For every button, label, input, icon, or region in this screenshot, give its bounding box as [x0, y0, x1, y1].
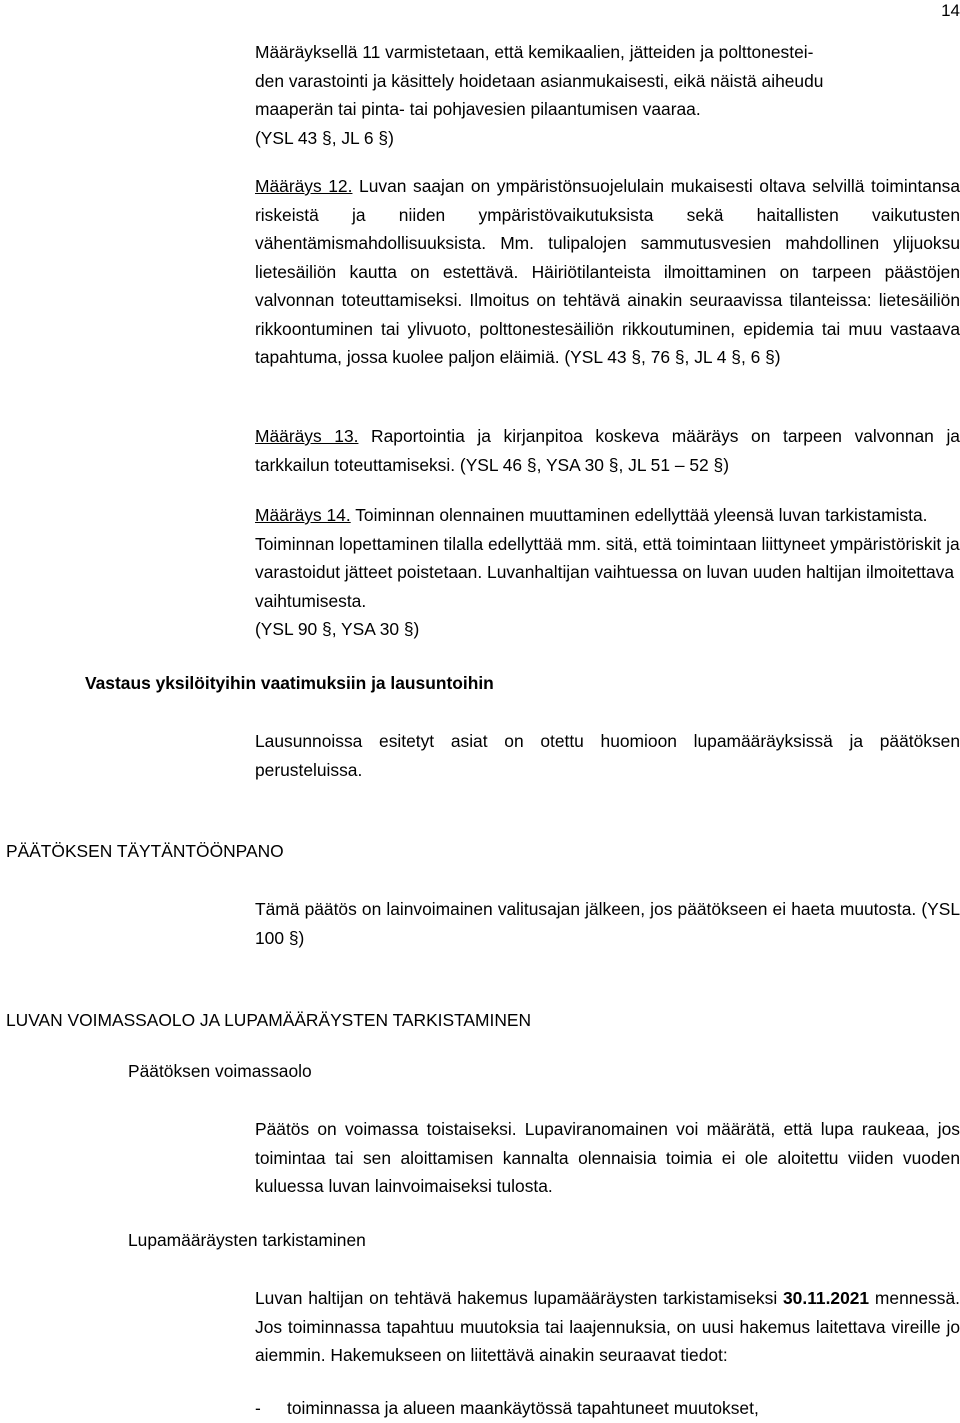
maarays-13-label: Määräys 13.: [255, 426, 359, 446]
heading-voimassaolo: LUVAN VOIMASSAOLO JA LUPAMÄÄRÄYSTEN TARKISTAMINEN: [6, 1010, 532, 1030]
paragraph-maarays-13: [255, 422, 960, 479]
maarays-14-ref: (YSL 90 §, YSA 30 §): [255, 619, 420, 639]
list-dash: -: [255, 1398, 261, 1418]
paragraph-paatoksen-voimassaolo: Päätös on voimassa toistaiseksi. Lupaviranomainen voi määrätä, että lupa raukeaa, jos toimintaa tai sen aloittamisen kannalta olennaisia toimia ei ole aloitettu viiden vuoden kuluessa luvan lainvoimaiseksi tulosta.: [255, 1119, 960, 1196]
paragraph-line: Määräyksellä 11 varmistetaan, että kemikaalien, jätteiden ja polttonestei-: [255, 42, 814, 62]
maarays-14-label: Määräys 14.: [255, 505, 351, 525]
maarays-12-label: Määräys 12.: [255, 176, 353, 196]
subheading-lupamaaraysten-tarkistaminen: Lupamääräysten tarkistaminen: [128, 1230, 366, 1250]
paragraph-line: maaperän tai pinta- tai pohjavesien pilaantumisen vaaraa.: [255, 99, 701, 119]
page-number: 14: [941, 1, 960, 20]
paragraph-maarays-14: [255, 501, 960, 644]
maarays-12-text: Luvan saajan on ympäristönsuojelulain mukaisesti oltava selvillä toimintansa riskeistä ja niiden ympäristövaikutuksista sekä haitallisten vaikutusten vähentämismahdollisuuksista. Mm. tulipalojen sammutusvesien mahdollinen ylijuoksu lietesäiliön kautta on estettävä. Häiriötilanteista ilmoittaminen on tarpeen päästöjen valvonnan toteuttamiseksi. Ilmoitus on tehtävä ainakin seuraavissa tilanteissa: lietesäiliön rikkoontuminen tai ylivuoto, polttonestesäiliön rikkoutuminen, epidemia tai muu vastaava tapahtuma, jossa kuolee paljon eläimiä. (YSL 43 §, 76 §, JL 4 §, 6 §): [255, 176, 960, 367]
heading-taytantoonpano: PÄÄTÖKSEN TÄYTÄNTÖÖNPANO: [6, 841, 284, 861]
paragraph-line: (YSL 43 §, JL 6 §): [255, 127, 394, 148]
paragraph-storage: [255, 38, 960, 152]
tarkistaminen-text-pre: Luvan haltijan on tehtävä hakemus lupamääräysten tarkistamiseksi: [255, 1288, 784, 1308]
maarays-13-text: Raportointia ja kirjanpitoa koskeva määräys on tarpeen valvonnan ja tarkkailun toteuttamiseksi. (YSL 46 §, YSA 30 §, JL 51 – 52 §): [255, 426, 960, 475]
paragraph-taytantoonpano: Tämä päätös on lainvoimainen valitusajan jälkeen, jos päätökseen ei haeta muutosta. (YSL 100 §): [255, 899, 960, 948]
paragraph-line: den varastointi ja käsittely hoidetaan asianmukaisesti, eikä näistä aiheudu: [255, 70, 824, 91]
maarays-14-text: Toiminnan olennainen muuttaminen edellyttää yleensä luvan tarkistamista. Toiminnan lopettaminen tilalla edellyttää mm. sitä, että toimintaan liittyneet ympäristöriskit ja varastoidut jätteet poistetaan. Luvanhaltijan vaihtuessa on luvan uuden haltijan ilmoitettava vaihtumisesta.: [255, 505, 960, 611]
paragraph-maarays-12: [255, 172, 960, 372]
maarays-14-body: [255, 501, 960, 615]
tarkistaminen-text-post: mennessä. Jos toiminnassa tapahtuu muutoksia tai laajennuksia, on uusi hakemus laitettava vireille jo aiemmin. Hakemukseen on liitettävä ainakin seuraavat tiedot:: [255, 1288, 960, 1365]
paragraph-vastaus: Lausunnoissa esitetyt asiat on otettu huomioon lupamääräyksissä ja päätöksen perusteluissa.: [255, 731, 960, 780]
list-item: [255, 1394, 759, 1422]
heading-vastaus: Vastaus yksilöityihin vaatimuksiin ja lausuntoihin: [85, 673, 494, 693]
list-item-text: toiminnassa ja alueen maankäytössä tapahtuneet muutokset,: [287, 1398, 759, 1418]
paragraph-lupamaaraysten-tarkistaminen: [255, 1284, 960, 1370]
subheading-paatoksen-voimassaolo: Päätöksen voimassaolo: [128, 1061, 312, 1081]
tarkistaminen-deadline: 30.11.2021: [783, 1288, 870, 1308]
